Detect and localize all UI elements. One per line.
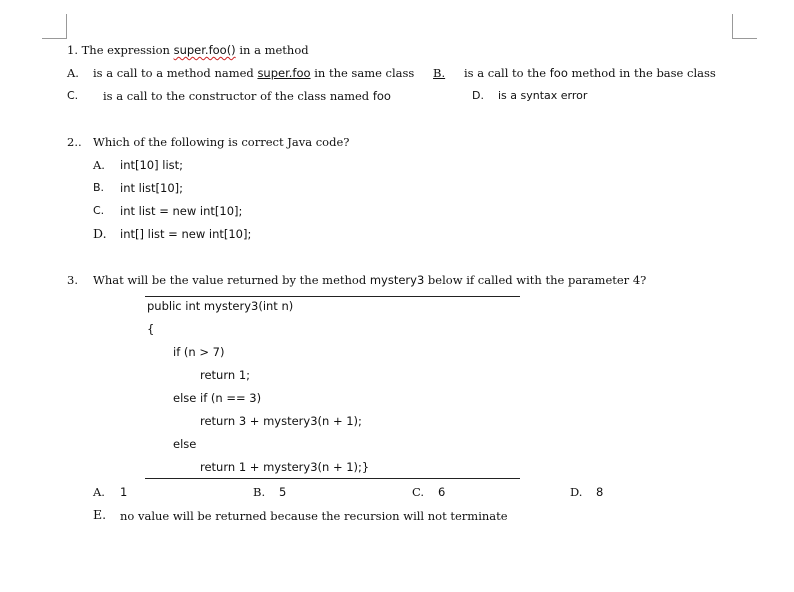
question-2-number: 2..	[67, 135, 82, 149]
q1-stem-code: super.foo()	[173, 43, 236, 57]
q1-stem-suffix: in a method	[235, 43, 309, 57]
code-line-return-3: return 3 + mystery3(n + 1);	[200, 414, 362, 428]
q1-a-prefix: is a call to a method named	[93, 66, 258, 80]
q1-option-d: is a syntax error	[498, 89, 588, 102]
q1-b-code: foo	[549, 66, 568, 80]
q1-b-suffix: method in the base class	[567, 66, 716, 80]
margin-mark-top-left	[42, 14, 67, 39]
q1-option-b-label: B.	[433, 66, 446, 80]
q2-option-d-label: D.	[93, 226, 107, 241]
code-block-top-rule	[145, 296, 520, 297]
q1-c-prefix: is a call to the constructor of the class named	[103, 89, 373, 103]
margin-mark-top-right	[732, 14, 757, 39]
q3-option-b-label: B.	[253, 485, 266, 499]
q2-option-a-label: A.	[93, 158, 105, 172]
q2-option-a: int[10] list;	[120, 158, 184, 172]
q3-option-a: 1	[120, 485, 128, 499]
code-line-else-if: else if (n == 3)	[173, 391, 262, 405]
q1-stem-prefix: 1. The expression	[67, 43, 174, 57]
question-1-stem	[67, 43, 309, 57]
q1-a-suffix: in the same class	[310, 66, 415, 80]
question-3-stem	[93, 273, 646, 287]
q1-option-a	[93, 66, 414, 80]
q1-option-a-label: A.	[67, 66, 79, 80]
q3-option-e: no value will be returned because the recursion will not terminate	[120, 509, 508, 523]
q2-option-b: int list[10];	[120, 181, 184, 195]
q2-option-d: int[] list = new int[10];	[120, 227, 252, 241]
code-block-bottom-rule	[145, 478, 520, 479]
q1-option-c	[103, 89, 391, 103]
q3-stem-suffix: below if called with the parameter 4?	[424, 273, 647, 287]
code-line-signature: public int mystery3(int n)	[147, 299, 294, 313]
q3-option-c: 6	[438, 485, 446, 499]
code-line-else: else	[173, 437, 197, 451]
q1-c-code: foo	[372, 89, 391, 103]
q3-option-c-label: C.	[412, 485, 425, 499]
q3-option-e-label: E.	[93, 507, 107, 522]
q3-option-d-label: D.	[570, 485, 583, 499]
q2-option-b-label: B.	[93, 181, 105, 194]
q1-a-code: super.foo	[257, 66, 311, 80]
q3-option-d: 8	[596, 485, 604, 499]
q3-stem-prefix: What will be the value returned by the method	[93, 273, 370, 287]
code-line-open-brace: {	[147, 322, 155, 336]
q3-option-a-label: A.	[93, 485, 105, 499]
code-line-return-final: return 1 + mystery3(n + 1);}	[200, 460, 370, 474]
q1-b-prefix: is a call to the	[464, 66, 550, 80]
q1-option-b	[464, 66, 716, 80]
q2-option-c-label: C.	[93, 204, 105, 217]
q3-stem-code: mystery3	[369, 273, 425, 287]
question-2-stem: Which of the following is correct Java code?	[93, 135, 350, 149]
question-3-number: 3.	[67, 273, 78, 287]
code-line-return-1: return 1;	[200, 368, 251, 382]
q2-option-c: int list = new int[10];	[120, 204, 243, 218]
q1-option-d-label: D.	[472, 89, 484, 102]
q1-option-c-label: C.	[67, 89, 79, 102]
q3-option-b: 5	[279, 485, 287, 499]
code-line-if: if (n > 7)	[173, 345, 225, 359]
